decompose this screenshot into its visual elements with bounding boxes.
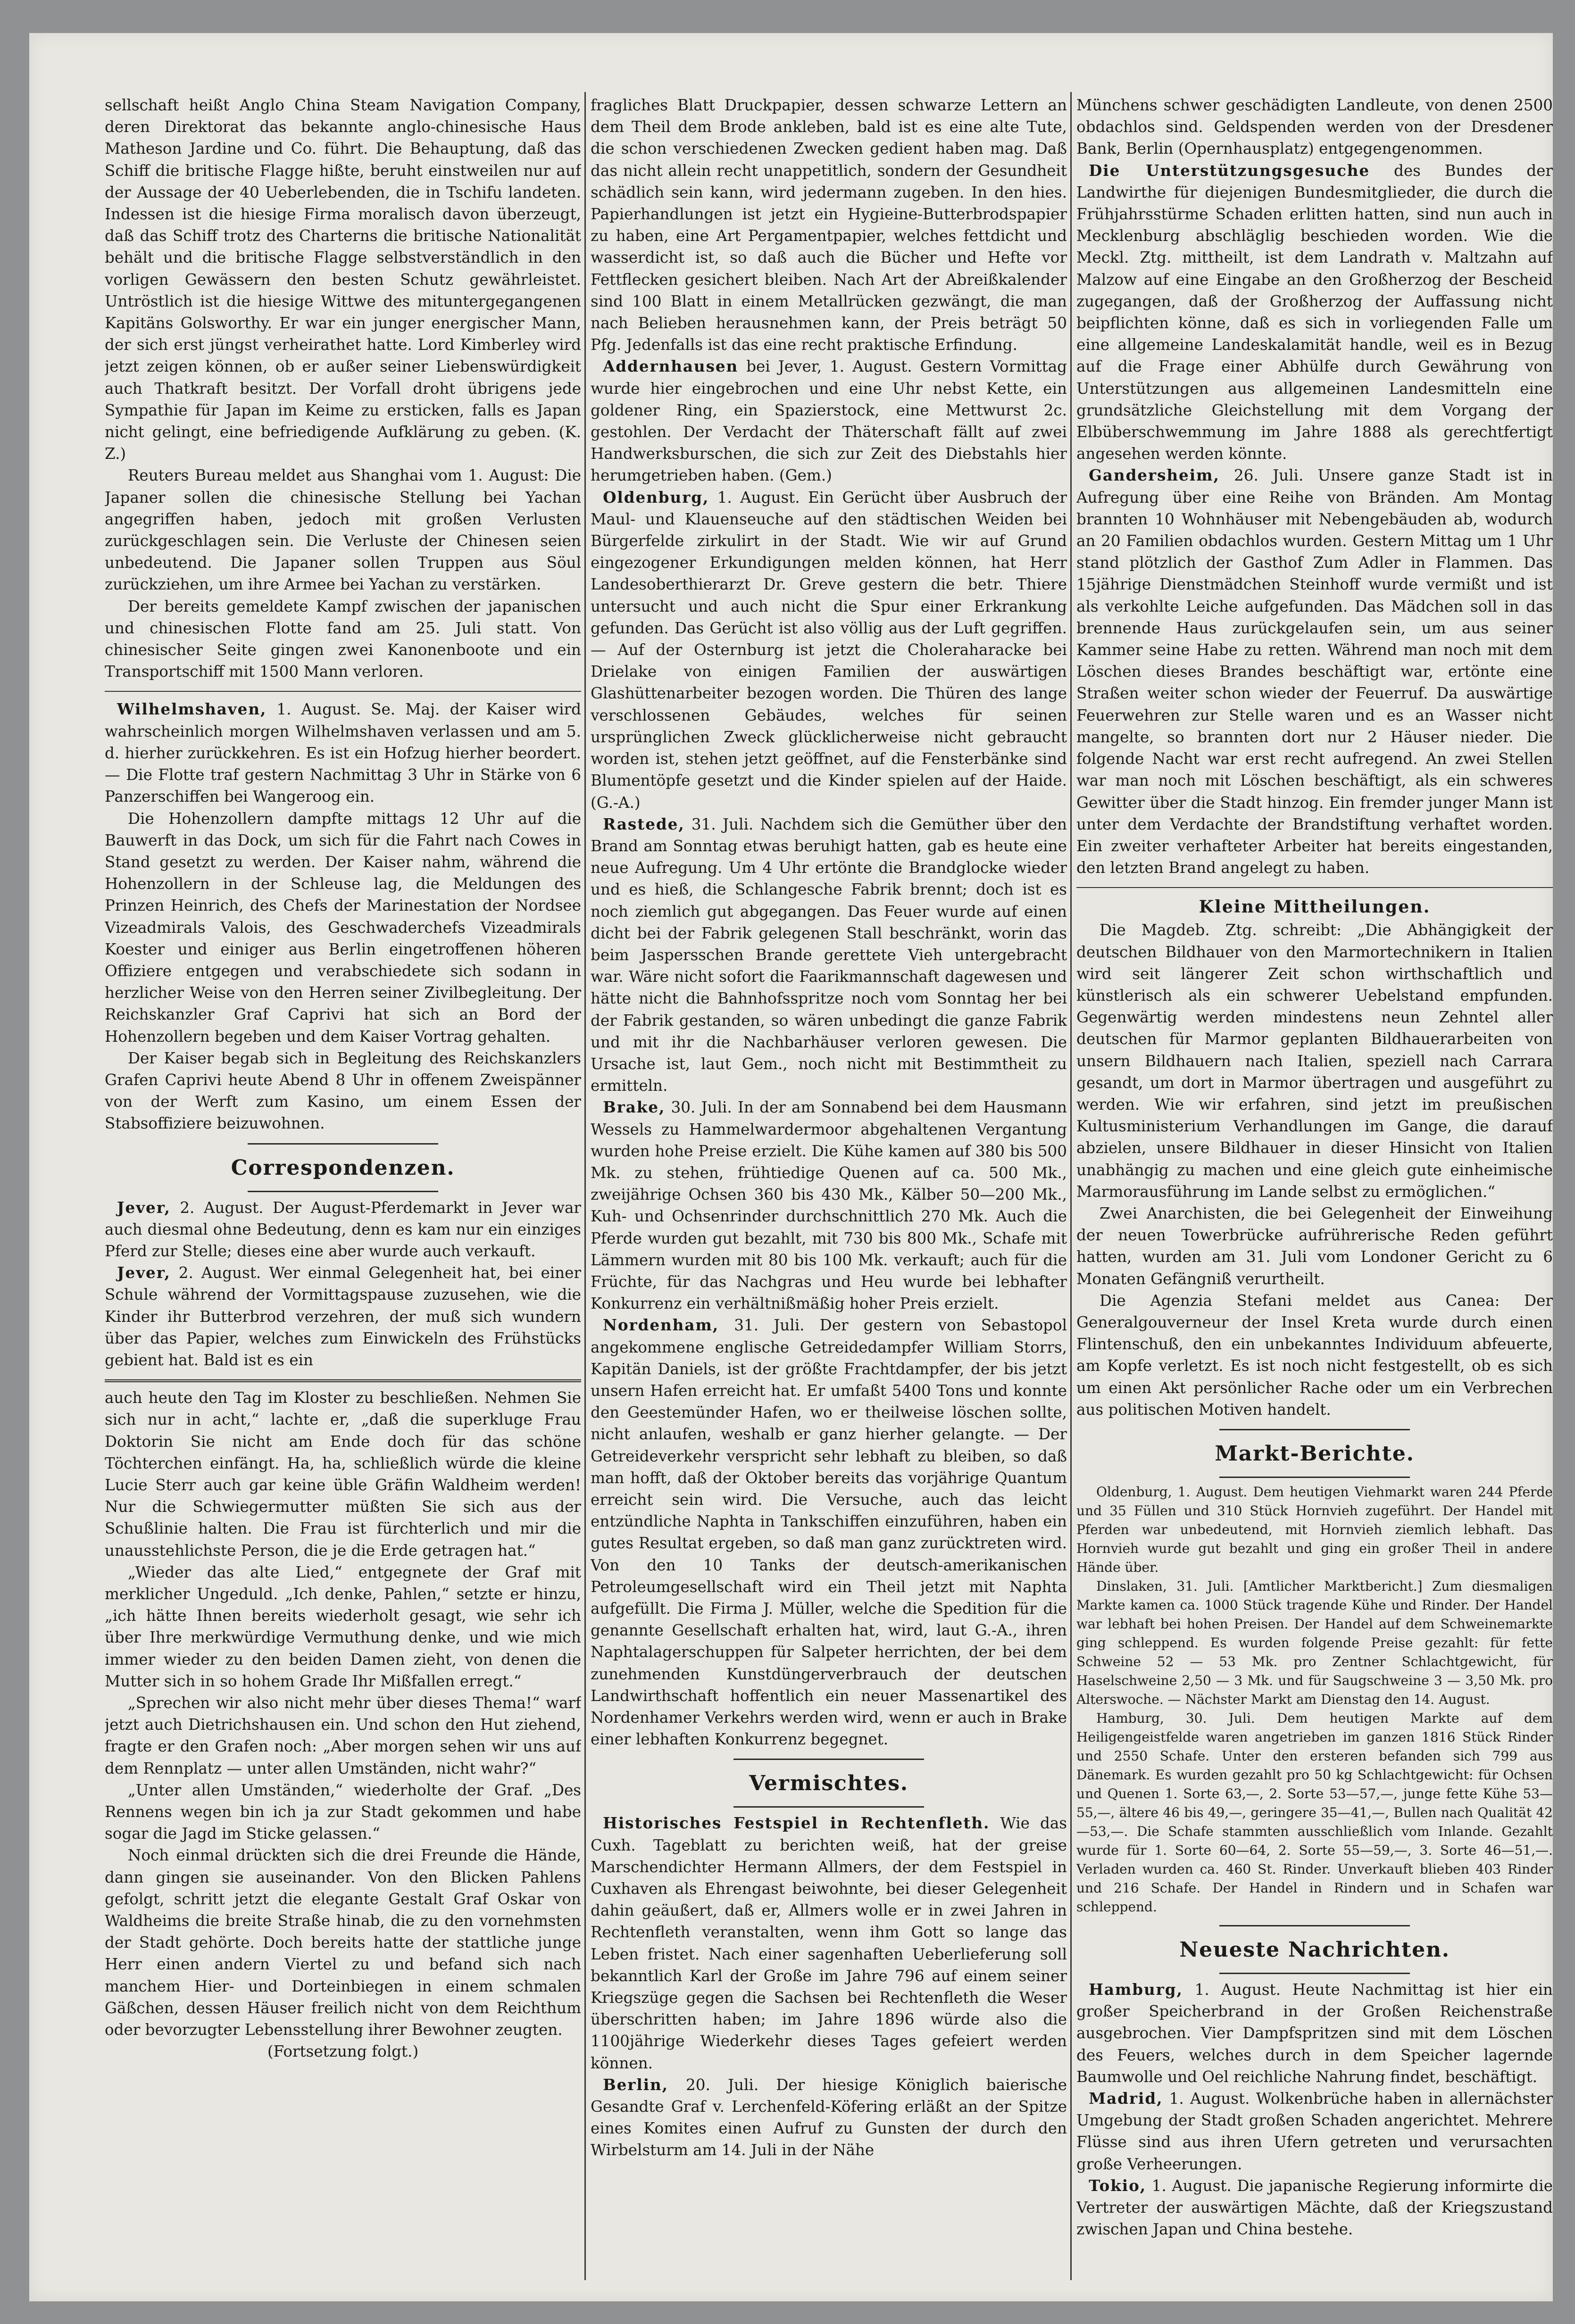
section-rule	[248, 1191, 438, 1192]
market-report-hamburg: Hamburg, 30. Juli. Dem heutigen Markte auf dem Heiligengeistfelde waren angetrieben im ganzen 1816 Stück Rinder und 2550 Schafe. Unter den ersteren befanden sich 799 aus Dänemark. Es wurden gezahlt pro 50 kg Schlachtgewicht: für Ochsen und Quenen 1. Sorte 63,—, 2. Sorte 53—57,—, junge fette Kühe 53—55,—, ältere 46 bis 49,—, geringere 35—41,—, Bullen nach Qualität 42—53,—. Die Schafe stammten ausschließlich vom Inlande. Gezahlt wurde für 1. Sorte 60—64, 2. Sorte 55—59,—, 3. Sorte 46—51,—. Verladen wurden ca. 460 St. Rinder. Unverkauft blieben 403 Rinder und 216 Schafe. Der Handel in Rindern und in Schafen war schleppend.	[1076, 1710, 1553, 1915]
feuilleton-paragraph: auch heute den Tag im Kloster zu beschließen. Nehmen Sie sich nur in acht,“ lachte er, „daß die superkluge Frau Doktorin Sie nicht am Ende doch für das schöne Töchterchen einfängt. Ha, ha, schließlich würde die kleine Lucie Sterr auch gar keine üble Gräfin Waldheim werden! Nur die Schwiegermutter müßten Sie sich aus der Schußlinie halten. Die Frau ist fürchterlich und mir die unausstehlichste Person, die je die Erde getragen hat.“	[105, 1389, 581, 1560]
article-anarchisten: Zwei Anarchisten, die bei Gelegenheit der Einweihung der neuen Towerbrücke aufrührerische Reden geführt hatten, wurden am 31. Juli vom Londoner Gericht zu 6 Monaten Gefängniß verurtheilt.	[1076, 1204, 1553, 1288]
section-title-vermischtes: Vermischtes.	[749, 1771, 908, 1796]
dateline-hamburg: Hamburg,	[1089, 1980, 1183, 1999]
column-middle	[591, 94, 1067, 2282]
section-title-neueste-nachrichten: Neueste Nachrichten.	[1179, 1937, 1450, 1962]
article-jever-1	[105, 1197, 581, 1262]
feuilleton-rule	[105, 1379, 581, 1382]
market-report-dinslaken: Dinslaken, 31. Juli. [Amtlicher Marktbericht.] Zum diesmaligen Markte kamen ca. 1000 Stück tragende Kühe und Rinder. Der Handel war lebhaft bei hohen Preisen. Der Handel auf dem Schweinemarkte ging schleppend. Es wurden folgende Preise gezahlt: für fette Schweine 52 — 53 Mk. pro Zentner Schlachtgewicht, für Haselschweine 2,50 — 3 Mk. und für Saugschweine 3 — 3,50 Mk. pro Alterswoche. — Nächster Markt am Dienstag den 14. August.	[1076, 1578, 1553, 1707]
separator-rule	[1076, 887, 1553, 888]
headline-unterstuetzung: Die Unterstützungsgesuche	[1089, 161, 1370, 180]
article-text: Wie das Cuxh. Tageblatt zu berichten weiß, hat der greise Marschendichter Hermann Allmers, der dem Festspiel in Cuxhaven als Ehrengast beiwohnte, bei dieser Gelegenheit dahin geäußert, daß er, Allmers wolle er in zwei Jahren in Rechtenfleth veranstalten, wenn ihm Gott so lange das Leben fristet. Nach einer sagenhaften Ueberlieferung soll bekanntlich Karl der Große im Jahre 796 auf einem seiner Kriegszüge gegen die Sachsen bei Rechtenfleth die Weser überschritten haben; im Jahre 1896 würde also die 1100jährige Wiederkehr dieses Tages gefeiert werden können.	[591, 1814, 1067, 2072]
article-text: 30. Juli. In der am Sonnabend bei dem Hausmann Wessels zu Hammelwardermoor abgehaltenen Vergantung wurden hohe Preise erzielt. Die Kühe kamen auf 380 bis 500 Mk. zu stehen, frühtiedige Quenen auf ca. 500 Mk., zweijährige Ochsen 360 bis 430 Mk., Kälber 50—200 Mk., Kuh- und Ochsenrinder durchschnittlich 270 Mk. Auch die Pferde wurden gut bezahlt, mit 730 bis 800 Mk., Schafe mit Lämmern wurden mit 80 bis 100 Mk. verkauft; auch für die Früchte, für das Nachgras und Heu wurde bei lebhafter Konkurrenz ein verhältnißmäßig hoher Preis erzielt.	[591, 1098, 1067, 1313]
article-text: 31. Juli. Der gestern von Sebastopol angekommene englische Getreidedampfer William Storrs, Kapitän Daniels, ist der größte Frachtdampfer, der bis jetzt unsern Hafen erreicht hat. Er umfaßt 5400 Tons und konnte den Geestemünder Hafen, wo er theilweise löschen sollte, nicht anlaufen, weshalb er ganz hierher gelangte. — Der Getreideverkehr verspricht sehr lebhaft zu bleiben, so daß man hofft, daß der Oktober bereits das vorjährige Quantum erreicht sein wird. Die Versuche, auch das leicht entzündliche Naphta in Tankschiffen einzuführen, haben ein gutes Resultat ergeben, so daß man ganz zurücktreten wird. Von den 10 Tanks der deutsch-amerikanischen Petroleumgesellschaft wird ein Theil jetzt mit Naphta aufgefüllt. Die Firma J. Müller, welche die Spedition für die genannte Gesellschaft erhalten hat, wird, laut G.-A., ihren Naphtalagerschuppen für Salpeter herrichten, der bei dem zunehmenden Kunstdüngerverbrauch der deutschen Landwirthschaft hoffentlich ein neuer Massenartikel des Nordenhamer Verkehrs werden wird, wenn er auch in Brake einer lebhaften Konkurrenz begegnet.	[591, 1316, 1067, 1749]
article-oldenburg	[591, 487, 1067, 813]
dateline-rastede: Rastede,	[603, 814, 685, 833]
article-text: 1. August. Se. Maj. der Kaiser wird wahrscheinlich morgen Wilhelmshaven verlassen und am 5. d. hierher zurückkehren. Es ist ein Hofzug hierher beordert. — Die Flotte traf gestern Nachmittag 3 Uhr in Stärke von 6 Panzerschiffen bei Wangeroog ein.	[105, 700, 581, 806]
feuilleton-continued-note: (Fortsetzung folgt.)	[267, 2042, 419, 2061]
article-reuters-shanghai: Reuters Bureau meldet aus Shanghai vom 1. August: Die Japaner sollen die chinesische Stellung bei Yachan angegriffen haben, jedoch mit großen Verlusten zurückgeschlagen sein. Die Verluste der Chinesen seien unbedeutend. Die Japaner sollen Truppen aus Söul zurückziehen, um ihre Armee bei Yachan zu verstärken.	[105, 466, 581, 594]
dateline-brake: Brake,	[603, 1098, 666, 1117]
article-caprivi: Der Kaiser begab sich in Begleitung des Reichskanzlers Grafen Caprivi heute Abend 8 Uhr in offenem Zweispänner von der Werft zum Kasino, um einem Essen der Stabsoffiziere beizuwohnen.	[105, 1049, 581, 1133]
section-rule	[1219, 1973, 1410, 1974]
market-report-oldenburg: Oldenburg, 1. August. Dem heutigen Viehmarkt waren 244 Pferde und 35 Füllen und 310 Stück Hornvieh zugeführt. Der Handel mit Pferden war unbedeutend, mit Hornvieh ziemlich lebhaft. Das Hornvieh wurde gut bezahlt und ging ein großer Theil in andere Hände über.	[1076, 1484, 1553, 1575]
article-marmor: Die Magdeb. Ztg. schreibt: „Die Abhängigkeit der deutschen Bildhauer von den Marmortechnikern in Italien wird seit längerer Zeit schon wirthschaftlich und künstlerisch als ein schwerer Uebelstand empfunden. Gegenwärtig werden mindestens neun Zehntel aller deutschen für Marmor geplanten Bildhauerarbeiten von unsern Bildhauern nach Italien, speziell nach Carrara gesandt, um dort in Marmor übertragen und ausgeführt zu werden. Wie wir erfahren, sind jetzt im preußischen Kultusministerium Verhandlungen im Gange, die darauf abzielen, unsere Bildhauer in dieser Hinsicht von Italien unabhängig zu machen und eine gleich gute einheimische Marmorausführung im Lande selbst zu ermöglichen.“	[1076, 921, 1553, 1201]
article-text: 1. August. Wolkenbrüche haben in allernächster Umgebung der Stadt großen Schaden angerichtet. Mehrere Flüsse sind aus ihren Ufern getreten und verursachten große Verheerungen.	[1076, 2090, 1553, 2173]
newspaper-page	[29, 33, 1553, 2301]
article-kreta: Die Agenzia Stefani meldet aus Canea: Der Generalgouverneur der Insel Kreta wurde durch einen Flintenschuß, den ein unbekanntes Individuum abfeuerte, am Kopfe verletzt. Es ist noch nicht festgestellt, ob es sich um einen Akt persönlicher Rache oder um ein Verbrechen aus politischen Motiven handelt.	[1076, 1291, 1553, 1419]
section-title-kleine-mittheilungen: Kleine Mittheilungen.	[1199, 897, 1431, 917]
article-gandersheim	[1076, 465, 1553, 879]
article-naval-battle: Der bereits gemeldete Kampf zwischen der japanischen und chinesischen Flotte fand am 25. Juli statt. Von chinesischer Seite gingen zwei Kanonenboote und ein Transportschiff mit 1500 Mann verloren.	[105, 597, 581, 681]
section-rule	[248, 1143, 438, 1145]
dateline-jever: Jever,	[117, 1198, 171, 1217]
feuilleton-paragraph: „Wieder das alte Lied,“ entgegnete der Graf mit merklicher Ungeduld. „Ich denke, Pahlen,“ setzte er hinzu, „ich hätte Ihnen bereits wiederholt gesagt, wie sehr ich über Ihre merkwürdige Vermuthung denke, und wie mich immer wieder zu den beiden Damen zieht, von denen die Mutter sich in so hohem Grade Ihr Mißfallen erregt.“	[105, 1563, 581, 1690]
section-rule	[1219, 1429, 1410, 1430]
article-text: 2. August. Der August-Pferdemarkt in Jever war auch diesmal ohne Bedeutung, denn es kam nur ein einziges Pferd zur Stelle; dieses eine aber wurde auch verkauft.	[105, 1198, 581, 1260]
article-text: 1. August. Ein Gerücht über Ausbruch der Maul- und Klauenseuche auf den städtischen Weiden bei Bürgerfelde zirkulirt in der Stadt. Wie wir auf Grund eingezogener Erkundigungen melden können, hat Herr Landesoberthierarzt Dr. Greve gestern die betr. Thiere untersucht und auch nicht die Spur einer Erkrankung gefunden. Das Gerücht ist also völlig aus der Luft gegriffen. — Auf der Osternburg ist jetzt die Choleraharacke bei Drielake von einigen Familien der auswärtigen Glashüttenarbeiter bezogen worden. Die Thüren des lange verschlossenen Gebäudes, welches für seinen ursprünglichen Zweck glücklicherweise nicht gebraucht worden ist, stehen jetzt geöffnet, auf die Fensterbänke sind Blumentöpfe gesetzt und die Kinder spielen auf der Haide. (G.-A.)	[591, 488, 1067, 812]
article-text: bei Jever, 1. August. Gestern Vormittag wurde hier eingebrochen und eine Uhr nebst Kette, ein goldener Ring, ein Spazierstock, eine Mettwurst 2c. gestohlen. Der Verdacht der Thäterschaft fällt auf zwei Handwerksburschen, die sich zur Zeit des Diebstahls hier herumgetrieben haben. (Gem.)	[591, 357, 1067, 485]
article-butterbrod-paper: fragliches Blatt Druckpapier, dessen schwarze Lettern an dem Theil dem Brode ankleben, bald ist es eine alte Tute, die schon verschiedenen Zwecken gedient haben mag. Daß das nicht allein recht unappetitlich, sondern der Gesundheit schädlich sein kann, wird jedermann zugeben. In den hies. Papierhandlungen ist jetzt ein Hygieine-Butterbrodspapier zu haben, eine Art Pergamentpapier, welches fettdicht und wasserdicht ist, so daß auch die Bücher und Hefte vor Fettflecken gesichert bleiben. Nach Art der Abreißkalender sind 100 Blatt in einem Metallrücken gezwängt, die man nach Belieben herausnehmen kann, der Preis beträgt 50 Pfg. Jedenfalls ist das eine recht praktische Erfindung.	[591, 96, 1067, 354]
section-rule	[733, 1806, 924, 1808]
dateline-berlin: Berlin,	[603, 2075, 668, 2094]
dateline-tokio: Tokio,	[1089, 2176, 1147, 2195]
feuilleton-paragraph: „Unter allen Umständen,“ wiederholte der Graf. „Des Rennens wegen bin ich ja zur Stadt gekommen und habe sogar die Jagd im Sticke gelassen.“	[105, 1781, 581, 1843]
news-hamburg	[1076, 1979, 1553, 2088]
article-nordenham	[591, 1314, 1067, 1750]
section-rule	[1219, 1925, 1410, 1926]
dateline-wilhelmshaven: Wilhelmshaven,	[117, 700, 267, 719]
article-text: 1. August. Heute Nachmittag ist hier ein großer Speicherbrand in der Großen Reichenstraße ausgebrochen. Vier Dampfspritzen sind mit dem Löschen des Feuers, welches durch in dem Speicher lagernde Baumwolle und Oel reichliche Nahrung findet, beschäftigt.	[1076, 1980, 1553, 2086]
headline-festspiel: Historisches Festspiel in Rechtenfleth.	[603, 1814, 990, 1833]
feuilleton-paragraph: „Sprechen wir also nicht mehr über dieses Thema!“ warf jetzt auch Dietrichshausen ein. Und schon den Hut ziehend, fragte er den Grafen noch: „Aber morgen sehen wir uns auf dem Rennplatz — unter allen Umständen, nicht wahr?“	[105, 1694, 581, 1777]
news-madrid	[1076, 2088, 1553, 2175]
dateline-addernhausen: Addernhausen	[603, 357, 739, 376]
article-text: 20. Juli. Der hiesige Königlich baierische Gesandte Graf v. Lerchenfeld-Köfering erläßt an der Spitze eines Komites einen Aufruf zu Gunsten der durch den Wirbelsturm am 14. Juli in der Nähe	[591, 2075, 1067, 2159]
column-rule	[1070, 92, 1072, 2280]
article-japan-ship-text: sellschaft heißt Anglo China Steam Navigation Company, deren Direktorat das bekannte anglo-chinesische Haus Matheson Jardine und Co. führt. Die Behauptung, daß das Schiff die britische Flagge hißte, beruht einstweilen nur auf der Aussage der 40 Ueberlebenden, die in Tschifu landeten. Indessen ist die hiesige Firma moralisch davon überzeugt, daß das Schiff trotz des Charterns die britische Nationalität behält und die britische Flagge selbstverständlich in den vorligen Gewässern den besten Schutz gewährleistet. Untröstlich ist die hiesige Wittwe des mituntergegangenen Kapitäns Golsworthy. Er war ein junger energischer Mann, der sich erst jüngst verheirathet hatte. Lord Kimberley wird jetzt zeigen können, ob er außer seiner Liebenswürdigkeit auch Thatkraft besitzt. Der Vorfall droht übrigens jede Sympathie für Japan im Keime zu ersticken, falls es Japan nicht gelingt, eine befriedigende Aufklärung zu geben. (K. Z.)	[105, 96, 581, 463]
dateline-jever: Jever,	[117, 1263, 171, 1282]
column-rule	[584, 92, 586, 2280]
column-right	[1076, 94, 1553, 2282]
article-berlin	[591, 2074, 1067, 2161]
section-rule	[733, 1759, 924, 1760]
article-addernhausen	[591, 356, 1067, 486]
section-title-correspondenzen: Correspondenzen.	[231, 1155, 455, 1180]
article-text: 26. Juli. Unsere ganze Stadt ist in Aufregung über eine Reihe von Bränden. Am Montag brannten 10 Wohnhäuser mit Nebengebäuden ab, wodurch an 20 Familien obdachlos wurden. Gestern Mittag um 1 Uhr stand plötzlich der Gasthof Zum Adler in Flammen. Das 15jährige Dienstmädchen Steinhoff wurde vermißt und ist als verkohlte Leiche aufgefunden. Das Mädchen soll in das brennende Haus zurückgelaufen sein, um aus seiner Kammer seine Habe zu retten. Während man noch mit dem Löschen dieses Brandes beschäftigt war, ertönte eine Straßen weiter schon wieder der Feuerruf. Da auswärtige Feuerwehren zur Stelle waren und es an Wasser nicht mangelte, so brannten dort nur 2 Häuser nieder. Die folgende Nacht war erst recht aufregend. An zwei Stellen war man noch mit Löschen beschäftigt, als ein schweres Gewitter über die Stadt hinzog. Ein fremder junger Mann ist unter dem Verdachte der Brandstiftung verhaftet worden. Ein zweiter verhafteter Arbeiter hat bereits eingestanden, den letzten Brand angelegt zu haben.	[1076, 466, 1553, 877]
article-jever-2	[105, 1262, 581, 1371]
article-wilhelmshaven	[105, 698, 581, 807]
article-text: 31. Juli. Nachdem sich die Gemüther über den Brand am Sonntag etwas beruhigt hatten, gab es heute eine neue Aufregung. Um 4 Uhr ertönte die Brandglocke wieder und es hieß, die Schlangesche Fabrik brennt; doch ist es noch ziemlich gut abgegangen. Das Feuer wurde auf einen dicht bei der Fabrik gelegenen Stall beschränkt, worin das beim Jaspersschen Brande gerettete Vieh untergebracht war. Wäre nicht sofort die Faarikmannschaft dagewesen und hätte nicht die Bahnhofsspritze noch vom Sonntag her bei der Fabrik gestanden, so wären unbedingt die ganze Fabrik und mit ihr die Nachbarhäuser verloren gewesen. Die Ursache ist, laut Gem., noch nicht mit Bestimmtheit zu ermitteln.	[591, 815, 1067, 1095]
dateline-madrid: Madrid,	[1089, 2089, 1163, 2108]
section-title-markt-berichte: Markt-Berichte.	[1215, 1441, 1415, 1466]
article-munich-relief: Münchens schwer geschädigten Landleute, von denen 2500 obdachlos sind. Geldspenden werden von der Dresdener Bank, Berlin (Opernhausplatz) entgegengenommen.	[1076, 96, 1553, 158]
article-festspiel	[591, 1812, 1067, 2074]
article-brake	[591, 1096, 1067, 1314]
column-left	[105, 94, 581, 2282]
news-tokio	[1076, 2175, 1553, 2241]
article-text: 2. August. Wer einmal Gelegenheit hat, bei einer Schule während der Vormittagspause zuzusehen, wie die Kinder ihr Butterbrod verzehren, der muß sich wundern über das Papier, welches zum Einwickeln des Frühstücks gebient hat. Bald ist es ein	[105, 1264, 581, 1369]
section-rule	[1219, 1477, 1410, 1478]
dateline-oldenburg: Oldenburg,	[603, 488, 709, 506]
separator-rule	[105, 691, 581, 692]
article-text: des Bundes der Landwirthe für diejenigen Bundesmitglieder, die durch die Frühjahrsstürme Schaden erlitten hatten, sind nun auch in Mecklenburg abschläglig beschieden worden. Wie die Meckl. Ztg. mittheilt, ist dem Landrath v. Maltzahn auf Malzow auf eine Eingabe an den Großherzog der Bescheid zugegangen, daß der Großherzog der Auffassung nicht beipflichten könne, daß es sich in vorliegenden Falle um eine allgemeine Landeskalamität handle, weil es in Bezug auf die Frage einer Abhülfe durch Gewährung von Unterstützungen aus allgemeinen Landesmitteln eine grundsätzliche Gleichstellung mit dem Vorgang der Elbüberschwemmung im Jahre 1888 als gerechtfertigt angesehen werden könnte.	[1076, 161, 1553, 463]
article-unterstuetzung	[1076, 160, 1553, 465]
dateline-gandersheim: Gandersheim,	[1089, 466, 1220, 485]
article-rastede	[591, 813, 1067, 1097]
dateline-nordenham: Nordenham,	[603, 1316, 719, 1335]
article-text: 1. August. Die japanische Regierung informirte die Vertreter der auswärtigen Mächte, daß der Kriegszustand zwischen Japan und China bestehe.	[1076, 2176, 1553, 2239]
article-hohenzollern: Die Hohenzollern dampfte mittags 12 Uhr auf die Bauwerft in das Dock, um sich für die Fahrt nach Cowes in Stand gesetzt zu werden. Der Kaiser nahm, während die Hohenzollern in der Schleuse lag, die Meldungen des Prinzen Heinrich, des Chefs der Marinestation der Nordsee Vizeadmirals Valois, des Geschwaderchefs Vizeadmirals Koester und einiger aus Berlin eingetroffenen höheren Offiziere entgegen und verabschiedete sich sodann in herzlicher Weise von den Herren seiner Zivilbegleitung. Der Reichskanzler Graf Caprivi hat sich an Bord der Hohenzollern begeben und dem Kaiser Vortrag gehalten.	[105, 809, 581, 1046]
feuilleton-paragraph: Noch einmal drückten sich die drei Freunde die Hände, dann gingen sie auseinander. Von den Blicken Pahlens gefolgt, schritt jetzt die elegante Gestalt Graf Oskar von Waldheims die breite Straße hinab, die zu den vornehmsten der Stadt gehörte. Doch bereits hatte der stattliche junge Herr einen andern Viertel zu und befand sich nach manchem Hier- und Dorteinbiegen in einem schmalen Gäßchen, dessen Häuser freilich nicht von dem Reichthum oder bevorzugter Lebensstellung ihrer Bewohner zeugten.	[105, 1846, 581, 2039]
